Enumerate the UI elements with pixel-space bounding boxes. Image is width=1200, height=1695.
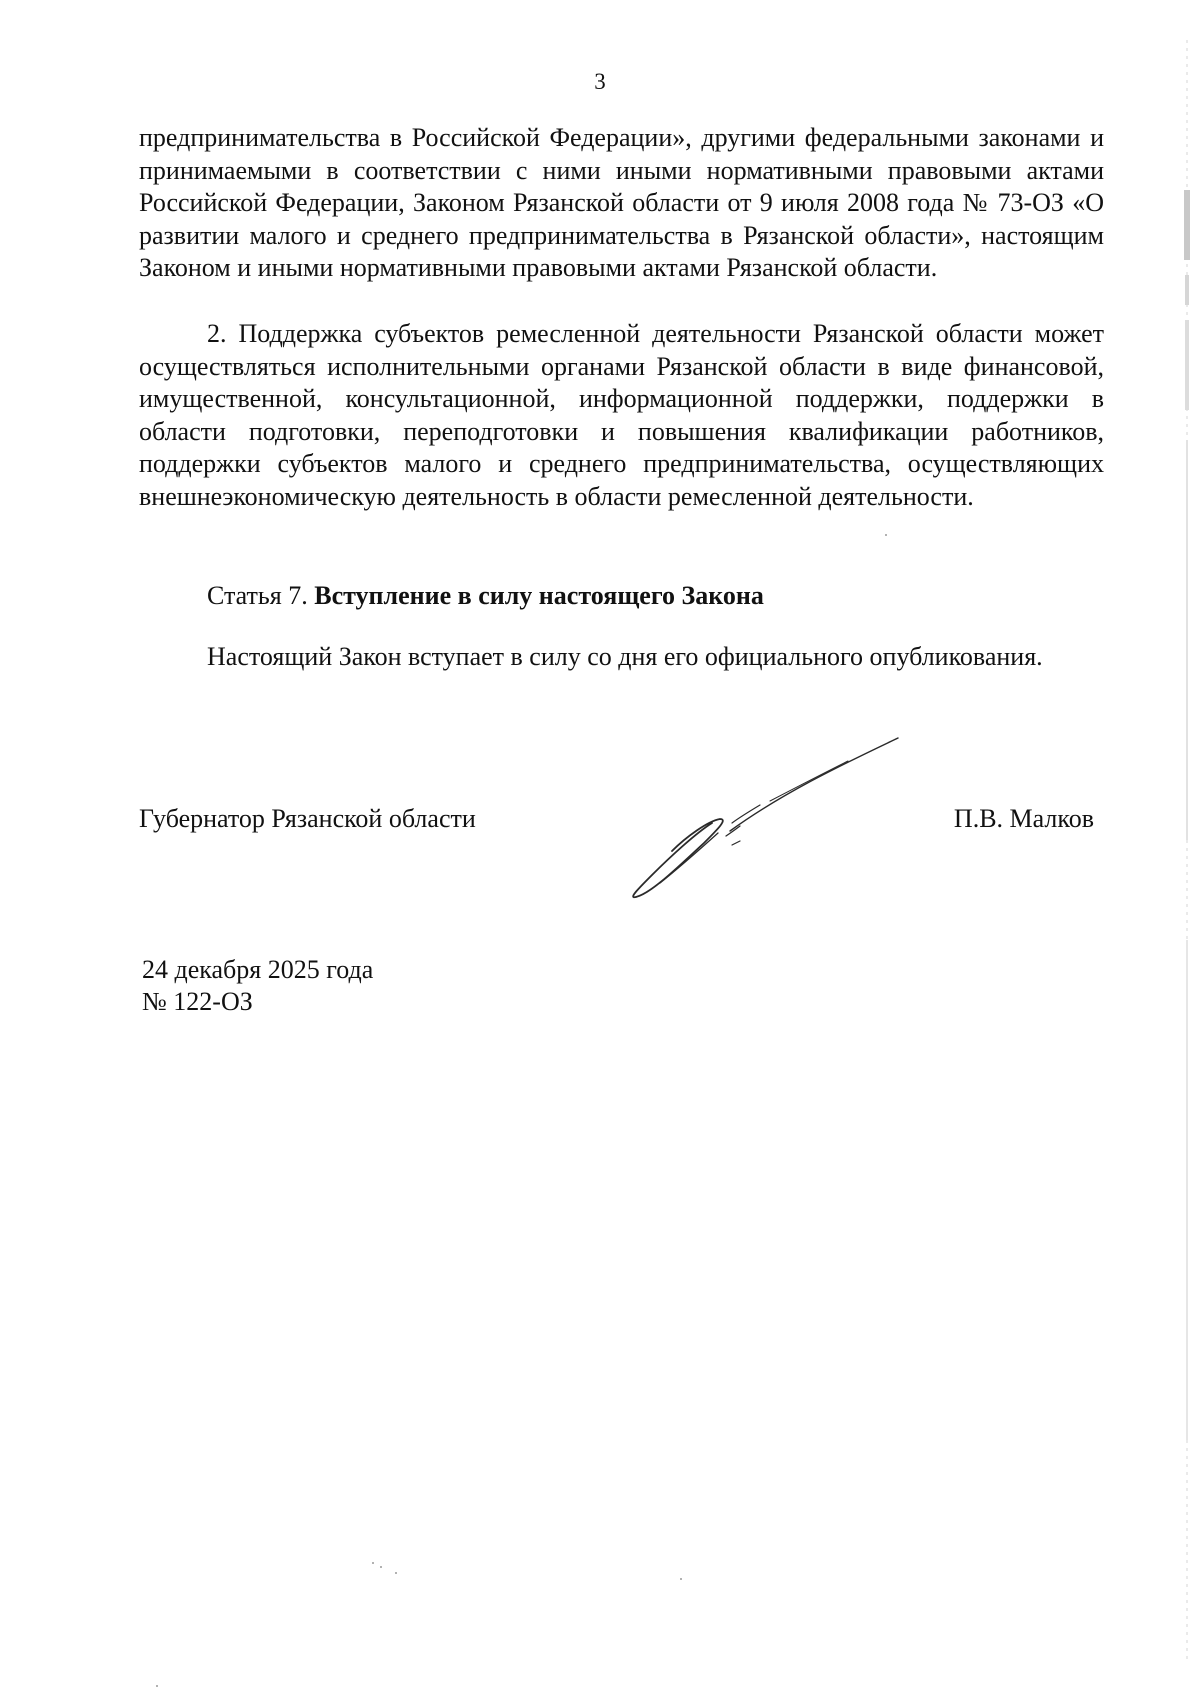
page-number: 3 (594, 69, 606, 94)
article-7-label: Статья 7. (207, 581, 308, 610)
document-date: 24 декабря 2025 года (142, 955, 374, 984)
paragraph-1-text: предпринимательства в Российской Федерации», другими федеральными законами и принимаемыми в соответствии с ними иными нормативными правовыми актами Российской Федерации, Законом Рязанской области от 9 июля 2008 года № 73-ОЗ «О развитии малого и среднего предпринимательства в Рязанской области», настоящим Законом и иными нормативными правовыми актами Рязанской области. (139, 123, 1104, 283)
paragraph-2-text: 2. Поддержка субъектов ремесленной деятельности Рязанской области может осуществляться исполнительными органами Рязанской области в виде финансовой, имущественной, консультационной, информационной поддержки, поддержки в области подготовки, переподготовки и повышения квалификации работников, поддержки субъектов малого и среднего предпринимательства, осуществляющих внешнеэкономическую деятельность в области ремесленной деятельности. (139, 319, 1104, 511)
scan-speck (395, 1572, 397, 1574)
paragraph-3-text: Настоящий Закон вступает в силу со дня его официального опубликования. (207, 642, 1043, 671)
handwritten-signature (600, 733, 900, 908)
scan-speck (885, 534, 887, 536)
signatory-role: Губернатор Рязанской области (139, 804, 476, 833)
scan-speck (372, 1562, 374, 1564)
article-7-title: Вступление в силу настоящего Закона (314, 581, 764, 610)
paragraph-continuation (139, 122, 1104, 285)
scan-speck (680, 1578, 682, 1580)
signatory-name: П.В. Малков (953, 804, 1094, 833)
scan-speck (380, 1566, 382, 1568)
scan-speck (156, 1685, 158, 1687)
paragraph-support-measures (139, 318, 1104, 514)
paragraph-entry-into-force (139, 641, 1104, 674)
document-number: № 122-ОЗ (142, 987, 253, 1016)
article-7-heading (207, 580, 764, 612)
scan-edge-artifact (1182, 40, 1192, 1660)
